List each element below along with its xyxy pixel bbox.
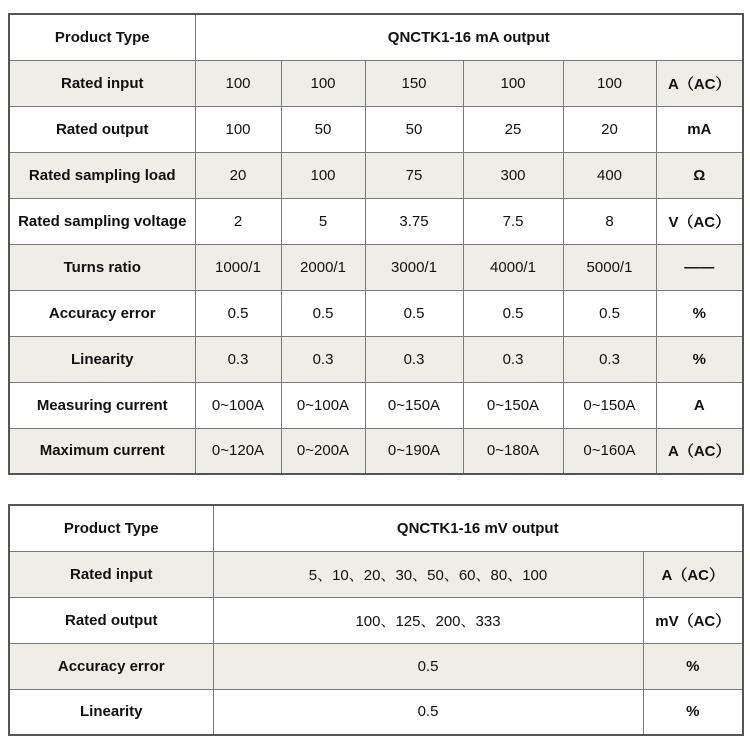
cell-value: 150 (365, 60, 463, 106)
row-unit: A (656, 382, 743, 428)
table-row (9, 336, 743, 382)
table-title: QNCTK1-16 mA output (195, 14, 743, 60)
cell-value: 8 (563, 198, 656, 244)
row-unit: V（AC） (656, 198, 743, 244)
cell-value: 0~100A (281, 382, 365, 428)
cell-value: 3000/1 (365, 244, 463, 290)
cell-value: 400 (563, 152, 656, 198)
table-row (9, 60, 743, 106)
row-unit: % (643, 643, 743, 689)
cell-value: 0.5 (213, 689, 643, 735)
table-row (9, 152, 743, 198)
row-unit: mA (656, 106, 743, 152)
cell-value: 0.3 (463, 336, 563, 382)
cell-value: 0~200A (281, 428, 365, 474)
cell-value: 1000/1 (195, 244, 281, 290)
cell-value: 100 (195, 106, 281, 152)
row-unit: mV（AC） (643, 597, 743, 643)
cell-value: 100 (281, 60, 365, 106)
cell-value: 0~190A (365, 428, 463, 474)
cell-value: 100、125、200、333 (213, 597, 643, 643)
cell-value: 5000/1 (563, 244, 656, 290)
cell-value: 75 (365, 152, 463, 198)
table-row (9, 382, 743, 428)
row-unit: A（AC） (643, 551, 743, 597)
cell-value: 7.5 (463, 198, 563, 244)
cell-value: 100 (463, 60, 563, 106)
cell-value: 0~150A (563, 382, 656, 428)
row-label: Rated sampling load (9, 152, 195, 198)
table-row (9, 551, 743, 597)
ma-output-spec-table (8, 13, 744, 475)
row-label: Rated input (9, 60, 195, 106)
cell-value: 0~100A (195, 382, 281, 428)
row-label: Rated output (9, 106, 195, 152)
cell-value: 0.3 (281, 336, 365, 382)
row-unit-dash: —— (656, 244, 743, 290)
table-row (9, 428, 743, 474)
row-label: Maximum current (9, 428, 195, 474)
cell-value: 100 (195, 60, 281, 106)
cell-value: 50 (365, 106, 463, 152)
row-unit: % (656, 290, 743, 336)
cell-value: 0~120A (195, 428, 281, 474)
cell-value: 0.3 (563, 336, 656, 382)
cell-value: 0.5 (463, 290, 563, 336)
row-label: Measuring current (9, 382, 195, 428)
cell-value: 0.5 (195, 290, 281, 336)
table-row (9, 643, 743, 689)
cell-value: 25 (463, 106, 563, 152)
cell-value: 0.5 (213, 643, 643, 689)
row-unit: Ω (656, 152, 743, 198)
table-header-row (9, 14, 743, 60)
cell-value: 3.75 (365, 198, 463, 244)
row-unit: A（AC） (656, 60, 743, 106)
row-unit: % (656, 336, 743, 382)
table-row (9, 244, 743, 290)
cell-value: 5 (281, 198, 365, 244)
table-row (9, 198, 743, 244)
row-label: Accuracy error (9, 643, 213, 689)
product-type-label: Product Type (9, 505, 213, 551)
table-row (9, 597, 743, 643)
cell-value: 4000/1 (463, 244, 563, 290)
cell-value: 0~160A (563, 428, 656, 474)
cell-value: 20 (563, 106, 656, 152)
cell-value: 0~150A (365, 382, 463, 428)
row-label: Linearity (9, 689, 213, 735)
row-unit: A（AC） (656, 428, 743, 474)
cell-value: 100 (563, 60, 656, 106)
table-row (9, 689, 743, 735)
cell-value: 2000/1 (281, 244, 365, 290)
row-label: Rated input (9, 551, 213, 597)
cell-value: 0.5 (281, 290, 365, 336)
table-title: QNCTK1-16 mV output (213, 505, 743, 551)
cell-value: 300 (463, 152, 563, 198)
row-label: Turns ratio (9, 244, 195, 290)
row-label: Accuracy error (9, 290, 195, 336)
row-unit: % (643, 689, 743, 735)
cell-value: 0.3 (365, 336, 463, 382)
row-label: Linearity (9, 336, 195, 382)
cell-value: 0~150A (463, 382, 563, 428)
cell-value: 0.5 (365, 290, 463, 336)
product-type-label: Product Type (9, 14, 195, 60)
row-label: Rated output (9, 597, 213, 643)
table-header-row (9, 505, 743, 551)
table-row (9, 106, 743, 152)
row-label: Rated sampling voltage (9, 198, 195, 244)
cell-value: 0.5 (563, 290, 656, 336)
cell-value: 2 (195, 198, 281, 244)
cell-value: 5、10、20、30、50、60、80、100 (213, 551, 643, 597)
cell-value: 50 (281, 106, 365, 152)
table-row (9, 290, 743, 336)
cell-value: 20 (195, 152, 281, 198)
cell-value: 0.3 (195, 336, 281, 382)
cell-value: 100 (281, 152, 365, 198)
mv-output-spec-table (8, 504, 744, 736)
cell-value: 0~180A (463, 428, 563, 474)
